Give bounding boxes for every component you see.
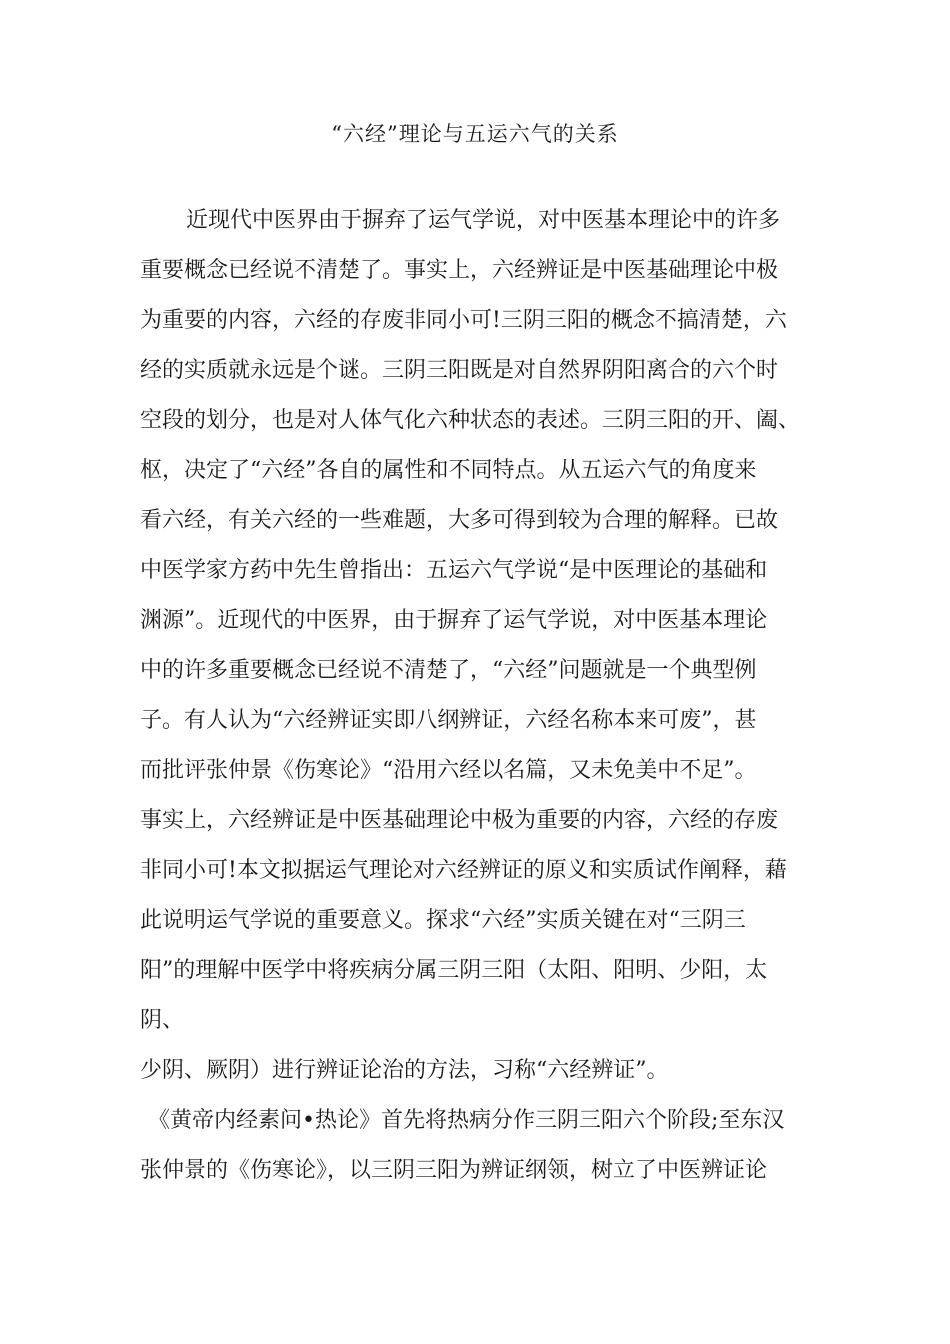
paragraph-line: 中医学家方药中先生曾指出：五运六气学说“是中医理论的基础和 bbox=[140, 558, 768, 583]
paragraph-line: 近现代中医界由于摒弃了运气学说，对中医基本理论中的许多 bbox=[186, 208, 781, 233]
paragraph-line: 看六经，有关六经的一些难题，大多可得到较为合理的解释。已故 bbox=[140, 508, 779, 533]
paragraph-line: 重要概念已经说不清楚了。事实上，六经辨证是中医基础理论中极 bbox=[140, 258, 779, 283]
paragraph-line: 阴、 bbox=[140, 1008, 185, 1033]
paragraph-line: 张仲景的《伤寒论》，以三阴三阳为辨证纲领，树立了中医辨证论 bbox=[140, 1158, 768, 1183]
paragraph-line: 枢，决定了“六经”各自的属性和不同特点。从五运六气的角度来 bbox=[140, 458, 757, 483]
paragraph-line: 此说明运气学说的重要意义。探求“六经”实质关键在对“三阴三 bbox=[140, 908, 746, 933]
paragraph-line: 经的实质就永远是个谜。三阴三阳既是对自然界阴阳离合的六个时 bbox=[140, 358, 779, 383]
document-title: “六经”理论与五运六气的关系 bbox=[331, 122, 619, 146]
paragraph-line: 阳”的理解中医学中将疾病分属三阴三阳（太阳、阳明、少阳，太 bbox=[140, 958, 768, 983]
paragraph-line: 空段的划分，也是对人体气化六种状态的表述。三阴三阳的开、阖、 bbox=[140, 408, 801, 433]
paragraph-line: 中的许多重要概念已经说不清楚了，“六经”问题就是一个典型例 bbox=[140, 658, 757, 683]
paragraph-line: 渊源”。近现代的中医界，由于摒弃了运气学说，对中医基本理论 bbox=[140, 608, 768, 633]
paragraph-line: 而批评张仲景《伤寒论》“沿用六经以名篇，又未免美中不足”。 bbox=[140, 758, 757, 783]
paragraph-line: 少阴、厥阴）进行辨证论治的方法，习称“六经辨证”。 bbox=[140, 1058, 669, 1083]
paragraph-line: 《黄帝内经素问•热论》首先将热病分作三阴三阳六个阶段;至东汉 bbox=[148, 1108, 785, 1133]
paragraph-line: 事实上，六经辨证是中医基础理论中极为重要的内容，六经的存废 bbox=[140, 808, 779, 833]
paragraph-line: 为重要的内容，六经的存废非同小可!三阴三阳的概念不搞清楚，六 bbox=[140, 308, 787, 333]
paragraph-line: 子。有人认为“六经辨证实即八纲辨证，六经名称本来可废”，甚 bbox=[140, 708, 757, 733]
paragraph-line: 非同小可!本文拟据运气理论对六经辨证的原义和实质试作阐释，藉 bbox=[140, 858, 787, 883]
